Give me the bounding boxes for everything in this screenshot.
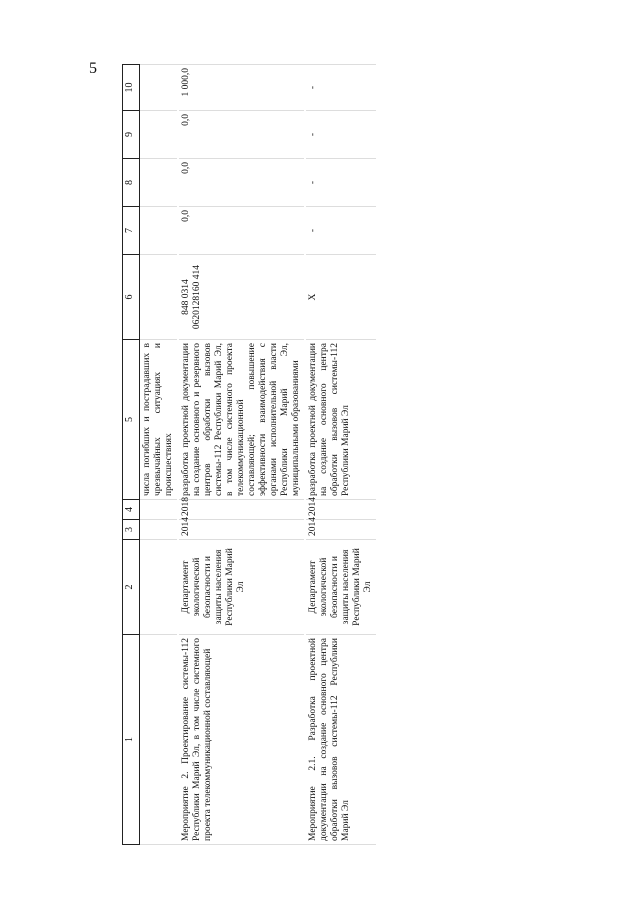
table-row-continuation xyxy=(140,65,178,845)
measure-name-cell: Мероприятие 2.1. Разработка проектной документации на создание основного центра обработки вызовов системы-112 Республики Марий Эл xyxy=(306,635,376,845)
executor-cell: Департамент экологической безопасности и защиты населения Республики Марий Эл xyxy=(179,540,304,635)
header-cell: 5 xyxy=(123,340,140,500)
header-cell: 2 xyxy=(123,540,140,635)
budget-code-cell: X xyxy=(306,255,376,340)
budget-code-line: 0620128160 414 xyxy=(192,264,202,330)
amount-cell: 0,0 xyxy=(179,207,304,255)
header-cell: 6 xyxy=(123,255,140,340)
measure-name-cell: Мероприятие 2. Проектирование системы-112 Республики Марий Эл, в том числе системного проекта телекоммуникационной составляющей xyxy=(179,635,304,845)
header-cell: 1 xyxy=(123,635,140,845)
amount-cell: - xyxy=(306,207,376,255)
table-row xyxy=(306,65,376,845)
amount-cell: 1 000,0 xyxy=(179,65,304,111)
header-cell: 3 xyxy=(123,520,140,540)
amount-cell: 0,0 xyxy=(179,159,304,207)
header-cell: 4 xyxy=(123,500,140,520)
header-cell: 9 xyxy=(123,111,140,159)
header-cell: 8 xyxy=(123,159,140,207)
header-cell: 10 xyxy=(123,65,140,111)
start-year-cell: 2014 xyxy=(179,520,304,540)
result-cell: разработка проектной документации на создание основного и резервного центров обработки вызовов системы-112 Республики Марий Эл, в том числе системного проекта телекоммуникационной составляющей; повышение эффективности взаимодействия с органами исполнительной власти Республики Марий Эл, муниципальными образованиями xyxy=(179,340,304,500)
amount-cell: 0,0 xyxy=(179,111,304,159)
page-number: 5 xyxy=(89,60,97,77)
amount-cell: - xyxy=(306,159,376,207)
program-measures-table xyxy=(122,64,376,845)
header-cell: 7 xyxy=(123,207,140,255)
executor-cell: Департамент экологической безопасности и защиты населения Республики Марий Эл xyxy=(306,540,376,635)
continuation-cell: числа погибших и пострадавших в чрезвычайных ситуациях и происшествиях xyxy=(140,340,178,500)
end-year-cell: 2014 xyxy=(306,500,376,520)
amount-cell: - xyxy=(306,65,376,111)
start-year-cell: 2014 xyxy=(306,520,376,540)
budget-code-line: 848 0314 xyxy=(181,279,191,315)
rotated-table-sheet xyxy=(122,65,537,845)
budget-code-cell xyxy=(179,255,304,340)
table-row xyxy=(179,65,304,845)
amount-cell: - xyxy=(306,111,376,159)
header-row xyxy=(123,65,140,845)
end-year-cell: 2018 xyxy=(179,500,304,520)
result-cell: разработка проектной документации на создание основного центра обработки вызовов системы-112 Республики Марий Эл xyxy=(306,340,376,500)
